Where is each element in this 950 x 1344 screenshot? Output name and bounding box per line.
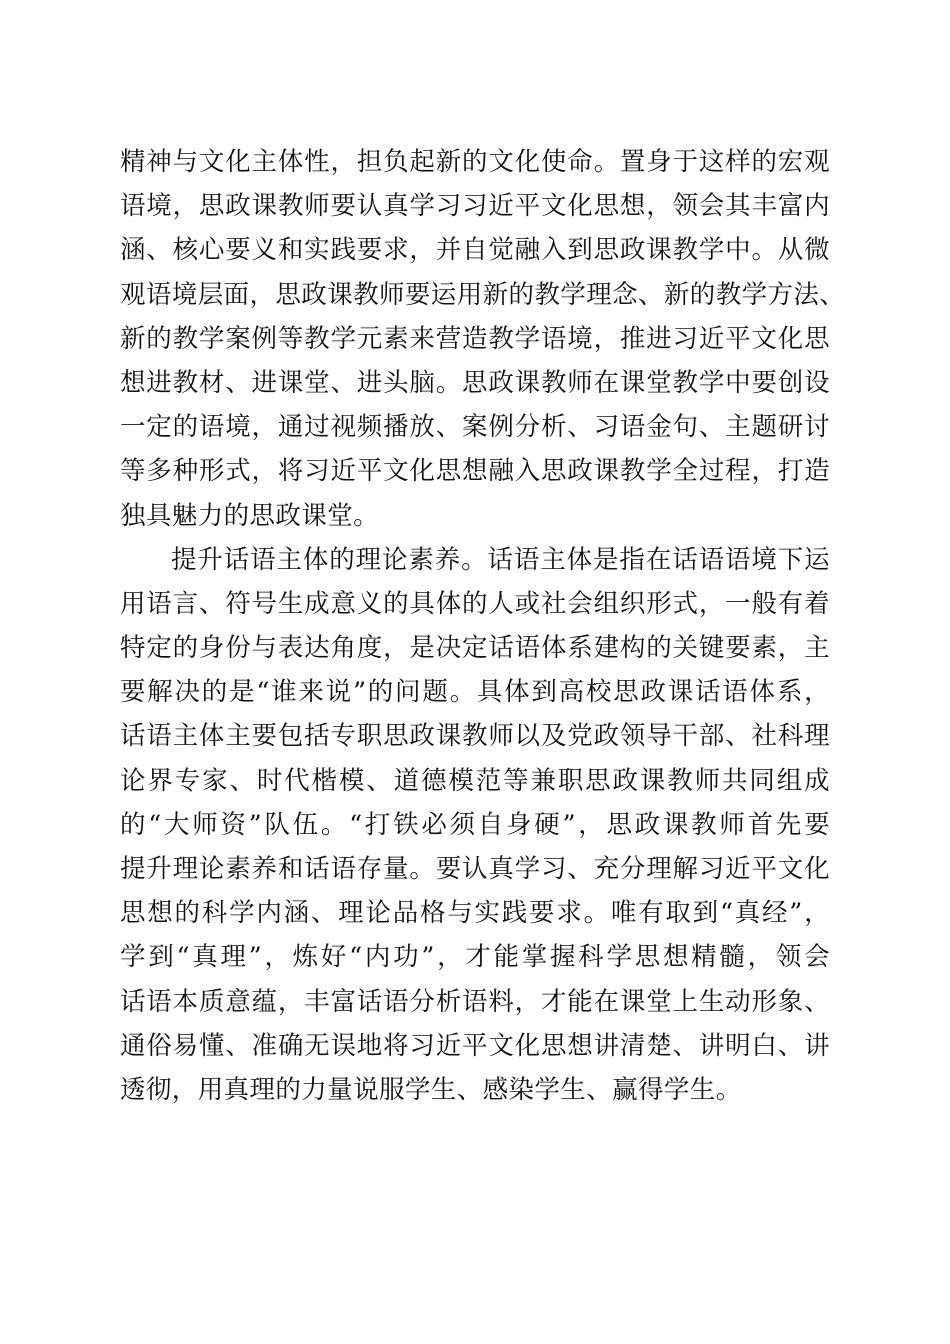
paragraph-line: 精神与文化主体性，担负起新的文化使命。置身于这样的宏观 [120, 147, 830, 177]
paragraph-line: 提升理论素养和话语存量。要认真学习、充分理解习近平文化 [120, 854, 830, 884]
paragraph-line: 论界专家、时代楷模、道德模范等兼职思政课教师共同组成 [120, 765, 830, 796]
paragraph-line: 透彻，用真理的力量说服学生、感染学生、赢得学生。 [120, 1074, 742, 1105]
paragraph-line: 涵、核心要义和实践要求，并自觉融入到思政课教学中。从微 [120, 235, 830, 266]
paragraph-line: 特定的身份与表达角度，是决定话语体系建构的关键要素，主 [120, 633, 830, 664]
paragraph-line: 一定的语境，通过视频播放、案例分析、习语金句、主题研讨 [120, 412, 830, 443]
paragraph-line: 通俗易懂、准确无误地将习近平文化思想讲清楚、讲明白、讲 [120, 1030, 830, 1061]
body-text [120, 140, 846, 1112]
paragraph-line: 语境，思政课教师要认真学习习近平文化思想，领会其丰富内 [120, 191, 830, 222]
paragraph-line: 学到“真理”，炼好“内功”，才能掌握科学思想精髓，领会 [120, 942, 830, 973]
paragraph-line: 提升话语主体的理论素养。话语主体是指在话语语境下运 [171, 544, 830, 575]
paragraph-2 [120, 538, 830, 1112]
paragraph-line: 的“大师资”队伍。“打铁必须自身硬”，思政课教师首先要 [120, 809, 830, 840]
paragraph-1 [120, 140, 846, 538]
paragraph-line: 要解决的是“谁来说”的问题。具体到高校思政课话语体系， [120, 677, 830, 708]
paragraph-line: 等多种形式，将习近平文化思想融入思政课教学全过程，打造 [120, 456, 830, 487]
paragraph-line: 想进教材、进课堂、进头脑。思政课教师在课堂教学中要创设 [120, 367, 830, 398]
paragraph-line: 话语主体主要包括专职思政课教师以及党政领导干部、社科理 [120, 721, 830, 752]
paragraph-line: 话语本质意蕴，丰富话语分析语料，才能在课堂上生动形象、 [120, 986, 830, 1017]
paragraph-line: 独具魅力的思政课堂。 [120, 500, 380, 531]
paragraph-line: 用语言、符号生成意义的具体的人或社会组织形式，一般有着 [120, 588, 830, 619]
paragraph-line: 思想的科学内涵、理论品格与实践要求。唯有取到“真经”， [120, 898, 830, 929]
paragraph-line: 观语境层面，思政课教师要运用新的教学理念、新的教学方法、 [120, 279, 846, 310]
paragraph-line: 新的教学案例等教学元素来营造教学语境，推进习近平文化思 [120, 323, 830, 354]
